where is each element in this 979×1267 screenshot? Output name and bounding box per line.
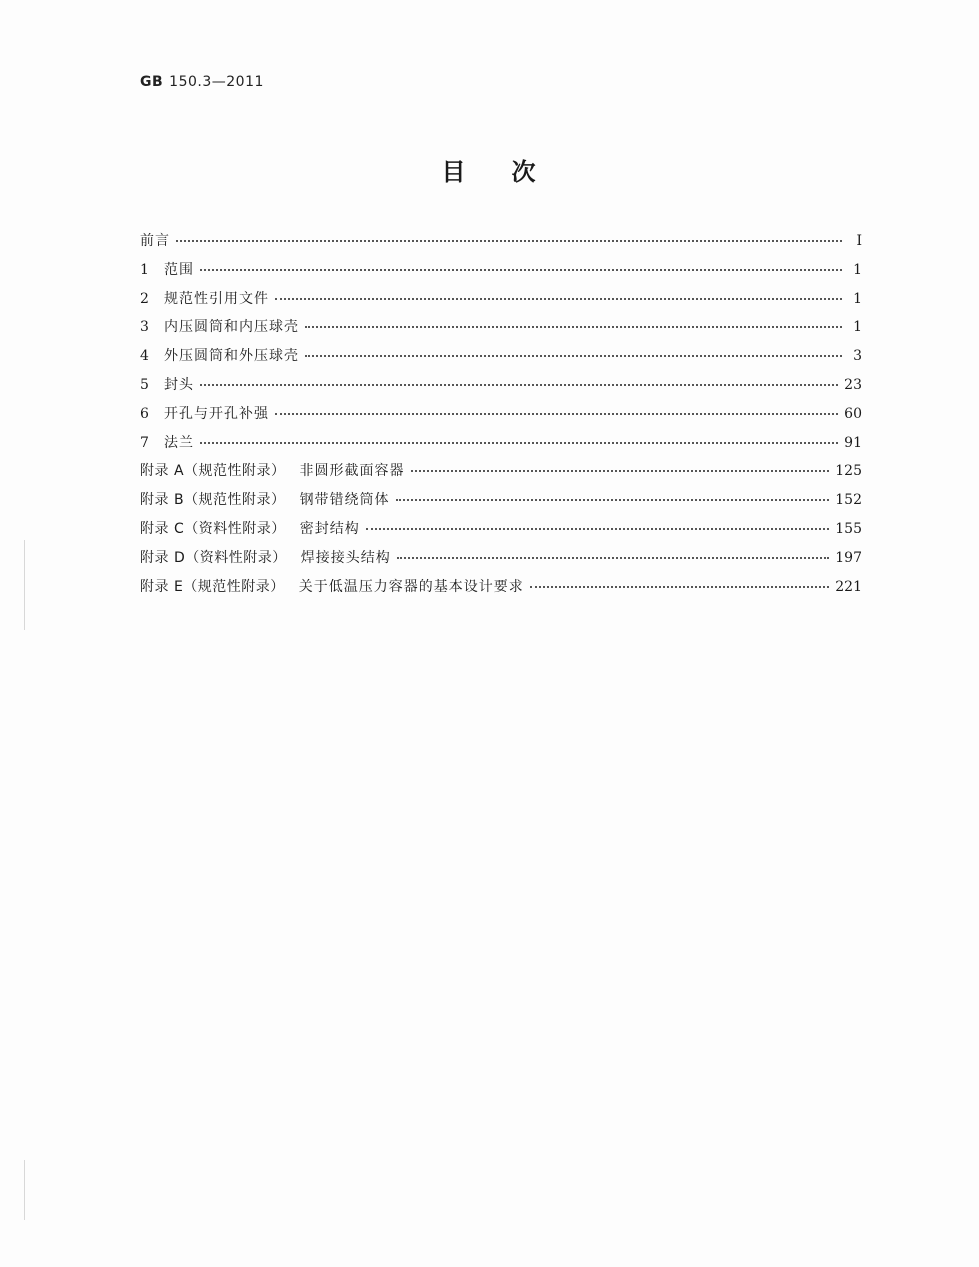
toc-entry-label: 范围 [164, 261, 194, 278]
toc-entry-annex: 附录 E（规范性附录） [140, 578, 285, 595]
toc-entry-page: 1 [853, 261, 862, 278]
toc-entry-number: 1 [140, 261, 149, 278]
toc-entry-page: 23 [844, 376, 862, 393]
toc-entry[interactable] [140, 345, 862, 374]
toc-entry-page: 91 [844, 434, 862, 451]
toc-entry-number: 4 [140, 348, 149, 365]
toc-entry[interactable] [140, 518, 862, 547]
standard-number: 150.3—2011 [169, 74, 264, 90]
toc-entry-label: 关于低温压力容器的基本设计要求 [298, 578, 524, 595]
toc-entry-page: 1 [853, 290, 862, 307]
toc-entry[interactable] [140, 316, 862, 345]
toc-entry[interactable] [140, 288, 862, 317]
toc-entry[interactable] [140, 489, 862, 518]
toc-title [0, 152, 979, 187]
scan-artifact [24, 540, 25, 630]
toc-entry-page: 125 [835, 463, 862, 480]
toc-entry[interactable] [140, 547, 862, 576]
toc-entry-number: 2 [140, 290, 149, 307]
toc-leader-dots [305, 326, 842, 328]
toc-entry-annex: 附录 B（规范性附录） [140, 492, 286, 509]
toc-entry-number: 6 [140, 405, 149, 422]
toc-leader-dots [200, 442, 838, 444]
toc-entry-label: 内压圆筒和内压球壳 [164, 319, 299, 336]
toc-leader-dots [305, 355, 842, 357]
toc-entry[interactable] [140, 403, 862, 432]
toc-entry-page: 3 [853, 348, 862, 365]
toc-entry[interactable] [140, 374, 862, 403]
toc-entry-label: 法兰 [164, 434, 194, 451]
toc-title-part2: 次 [511, 158, 538, 186]
toc-entry-label: 开孔与开孔补强 [164, 405, 269, 422]
toc-entry[interactable] [140, 460, 862, 489]
toc-entry-page: 197 [835, 549, 862, 566]
toc-entry-page: 1 [853, 319, 862, 336]
toc-leader-dots [530, 586, 829, 588]
toc-entry-page: 155 [835, 520, 862, 537]
toc-entry-page: 221 [835, 578, 862, 595]
toc-leader-dots [200, 384, 838, 386]
toc-entry-page: Ⅰ [856, 233, 862, 249]
scan-artifact [24, 1160, 25, 1220]
toc-entry-number: 3 [140, 319, 149, 336]
standard-prefix: GB [140, 74, 164, 90]
toc-leader-dots [396, 499, 830, 501]
toc-leader-dots [200, 269, 842, 271]
toc-entry-label: 钢带错绕筒体 [299, 492, 390, 509]
toc-entry[interactable] [140, 259, 862, 288]
toc-leader-dots [411, 470, 830, 472]
toc-entry-label: 规范性引用文件 [164, 290, 269, 307]
toc-leader-dots [366, 528, 830, 530]
toc-entry-label: 前言 [140, 233, 170, 249]
toc-entry-label: 焊接接头结构 [300, 549, 391, 566]
toc-leader-dots [176, 240, 842, 242]
toc-entry-label: 密封结构 [299, 520, 360, 537]
toc-entry-page: 60 [844, 405, 862, 422]
toc-entry[interactable] [140, 576, 862, 605]
toc-list [140, 230, 862, 604]
toc-entry[interactable] [140, 432, 862, 461]
toc-title-part1: 目 [441, 158, 468, 186]
toc-entry-label: 非圆形截面容器 [299, 463, 405, 480]
toc-entry[interactable] [140, 230, 862, 259]
toc-entry-label: 封头 [164, 376, 194, 393]
toc-entry-annex: 附录 D（资料性附录） [140, 549, 287, 566]
toc-leader-dots [275, 413, 838, 415]
toc-entry-number: 7 [140, 434, 149, 451]
toc-entry-label: 外压圆筒和外压球壳 [164, 348, 299, 365]
toc-entry-page: 152 [835, 492, 862, 509]
standard-code [140, 74, 264, 90]
toc-entry-annex: 附录 A（规范性附录） [140, 463, 286, 480]
toc-entry-annex: 附录 C（资料性附录） [140, 520, 286, 537]
toc-leader-dots [397, 557, 830, 559]
toc-leader-dots [275, 298, 842, 300]
toc-entry-number: 5 [140, 376, 149, 393]
